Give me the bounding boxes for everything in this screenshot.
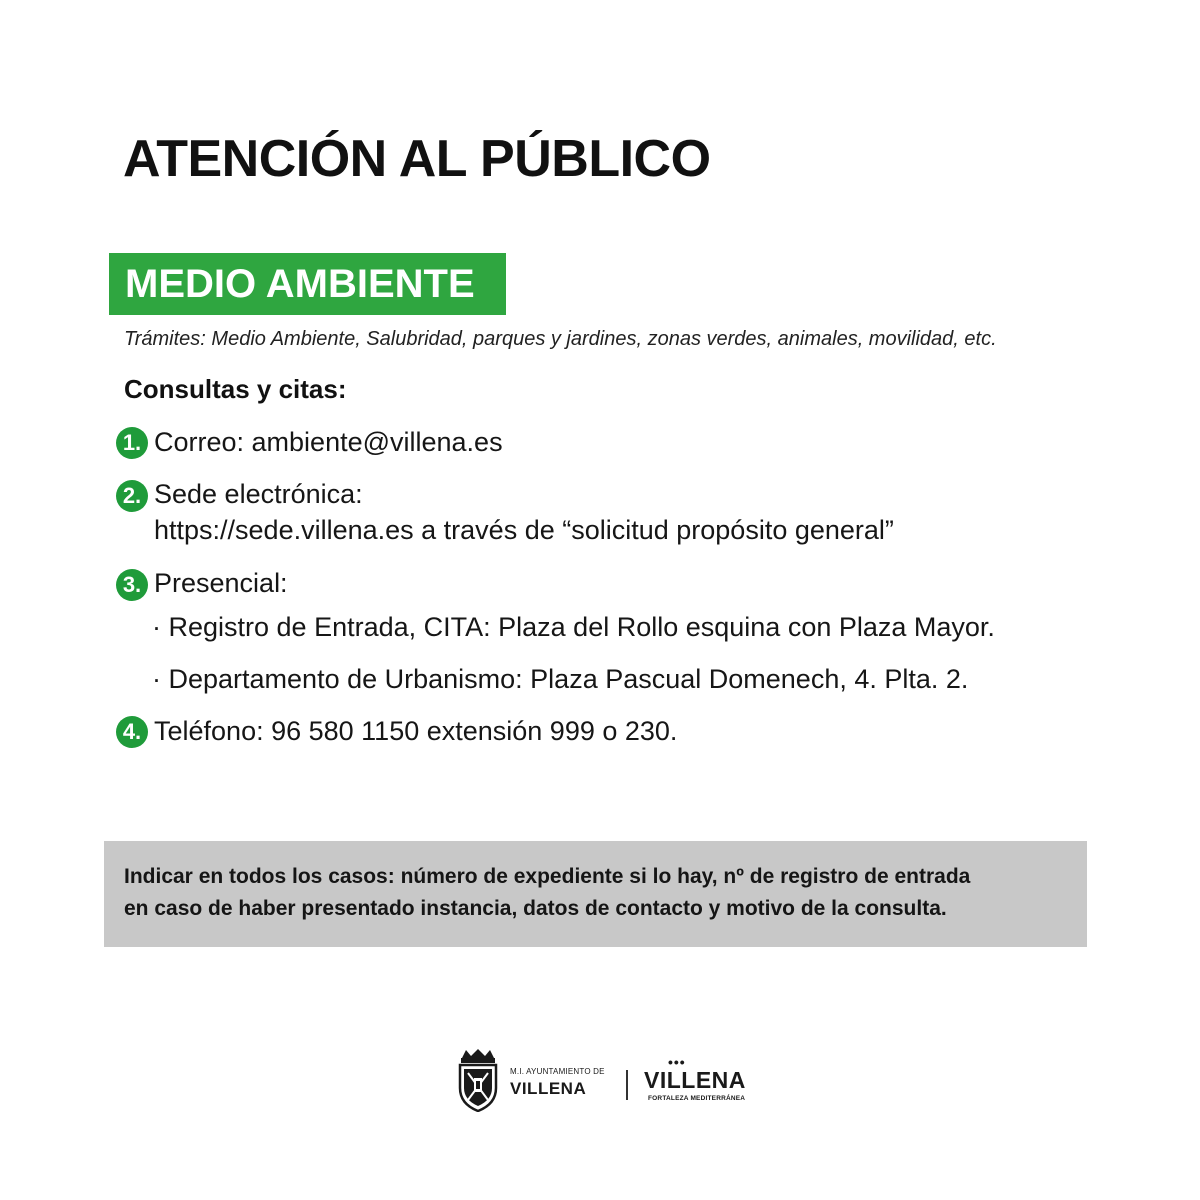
sede-label: Sede electrónica:: [154, 479, 363, 509]
coat-of-arms-icon: [456, 1048, 500, 1112]
presencial-subitem-registro: · Registro de Entrada, CITA: Plaza del Rollo esquina con Plaza Mayor.: [152, 612, 995, 642]
brand-name: VILLENA: [644, 1067, 746, 1093]
number-badge-1: 1.: [116, 427, 148, 459]
correo-text: Correo: ambiente@villena.es: [154, 427, 503, 457]
brand-tagline: FORTALEZA MEDITERRÁNEA: [648, 1095, 746, 1102]
brand-dots: •••: [668, 1054, 686, 1070]
presencial-label: Presencial:: [154, 568, 288, 598]
page-title: ATENCIÓN AL PÚBLICO: [123, 130, 711, 188]
logo-divider: [626, 1070, 628, 1100]
notice-line-2: en caso de haber presentado instancia, datos de contacto y motivo de la consulta.: [124, 897, 947, 920]
notice-box: [104, 841, 1087, 947]
footer-logos: [456, 1048, 756, 1118]
section-badge: MEDIO AMBIENTE: [109, 253, 506, 315]
number-badge-4: 4.: [116, 716, 148, 748]
presencial-subitem-urbanismo: · Departamento de Urbanismo: Plaza Pascual Domenech, 4. Plta. 2.: [152, 664, 969, 694]
consultas-heading: Consultas y citas:: [124, 374, 347, 404]
notice-line-1: Indicar en todos los casos: número de expediente si lo hay, nº de registro de entrada: [124, 865, 971, 888]
ayuntamiento-small-text: M.I. AYUNTAMIENTO DE: [510, 1067, 605, 1076]
ayuntamiento-name: VILLENA: [510, 1079, 587, 1098]
tramites-text: Trámites: Medio Ambiente, Salubridad, parques y jardines, zonas verdes, animales, movilidad, etc.: [124, 328, 997, 350]
sede-url-text: https://sede.villena.es a través de “solicitud propósito general”: [154, 515, 894, 545]
number-badge-3: 3.: [116, 569, 148, 601]
number-badge-2: 2.: [116, 480, 148, 512]
telefono-text: Teléfono: 96 580 1150 extensión 999 o 230.: [154, 716, 678, 746]
